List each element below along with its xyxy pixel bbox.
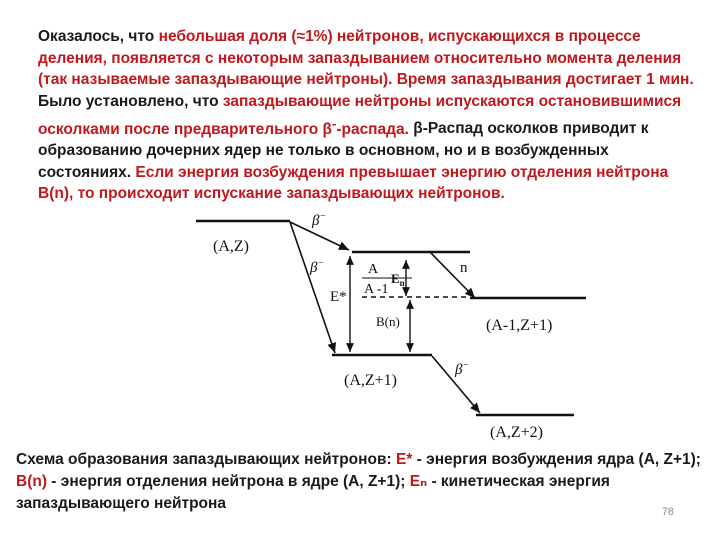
caption-highlight-estar: E* <box>395 451 413 468</box>
para-text-2: Было установлено, что <box>38 92 223 110</box>
beta-right-label: β− <box>455 360 470 378</box>
figure-caption <box>16 449 706 515</box>
para-text-3: β-Распад осколков приводит к образованию дочерних ядер не только в основном, но и в возбужденных состояниях. <box>38 120 649 181</box>
caption-highlight-bn: B(n) <box>16 473 47 490</box>
para-highlight-3: Если энергия возбуждения превышает энергию отделения нейтрона B(n), то происходит испускание запаздывающих нейтронов. <box>38 163 669 203</box>
beta-mid-label: β− <box>310 258 325 276</box>
product-level-label: (A-1,Z+1) <box>486 317 553 334</box>
caption-highlight-en: Eₙ <box>409 473 428 490</box>
parent-level-label: (A,Z) <box>213 238 249 255</box>
para-beta-superscript: - <box>332 115 337 131</box>
final-level-label: (A,Z+2) <box>490 424 544 441</box>
daughter-level-label: (A,Z+1) <box>344 372 398 389</box>
neutron-label: n <box>460 260 468 276</box>
excitation-energy-label: E* <box>330 289 347 305</box>
caption-text-1: Схема образования запаздывающих нейтронов: <box>16 451 396 468</box>
neutron-emission-arrow <box>430 252 475 298</box>
en-label: $E_n$ <box>391 271 405 288</box>
nucleus-a-minus-1-label: A -1 <box>364 282 389 297</box>
caption-text-3: - энергия отделения нейтрона в ядре (A, Z+1); <box>47 473 410 490</box>
para-highlight-2a: запаздывающие нейтроны испускаются остановившимися осколками после предварительного β <box>38 92 682 138</box>
caption-text-2: - энергия возбуждения ядра (A, Z+1); <box>412 451 701 468</box>
para-highlight-2b: -распада. <box>336 120 409 138</box>
slide-number: 78 <box>661 506 674 518</box>
para-text-1: Оказалось, что <box>38 28 159 45</box>
beta-arrow-to-ground <box>290 222 335 353</box>
nucleus-a-label: A <box>368 262 379 277</box>
caption-text-4: - кинетическая энергия запаздывающего нейтрона <box>16 473 610 512</box>
para-highlight-1: небольшая доля (≈1%) нейтронов, испускающихся в процессе деления, появляется с некоторым запаздыванием относительно момента деления (так называемые запаздывающие нейтроны). Время запаздывания достигает 1 мин. <box>38 28 694 89</box>
beta-top-label: β− <box>312 211 327 229</box>
binding-energy-label: B(n) <box>376 314 400 329</box>
